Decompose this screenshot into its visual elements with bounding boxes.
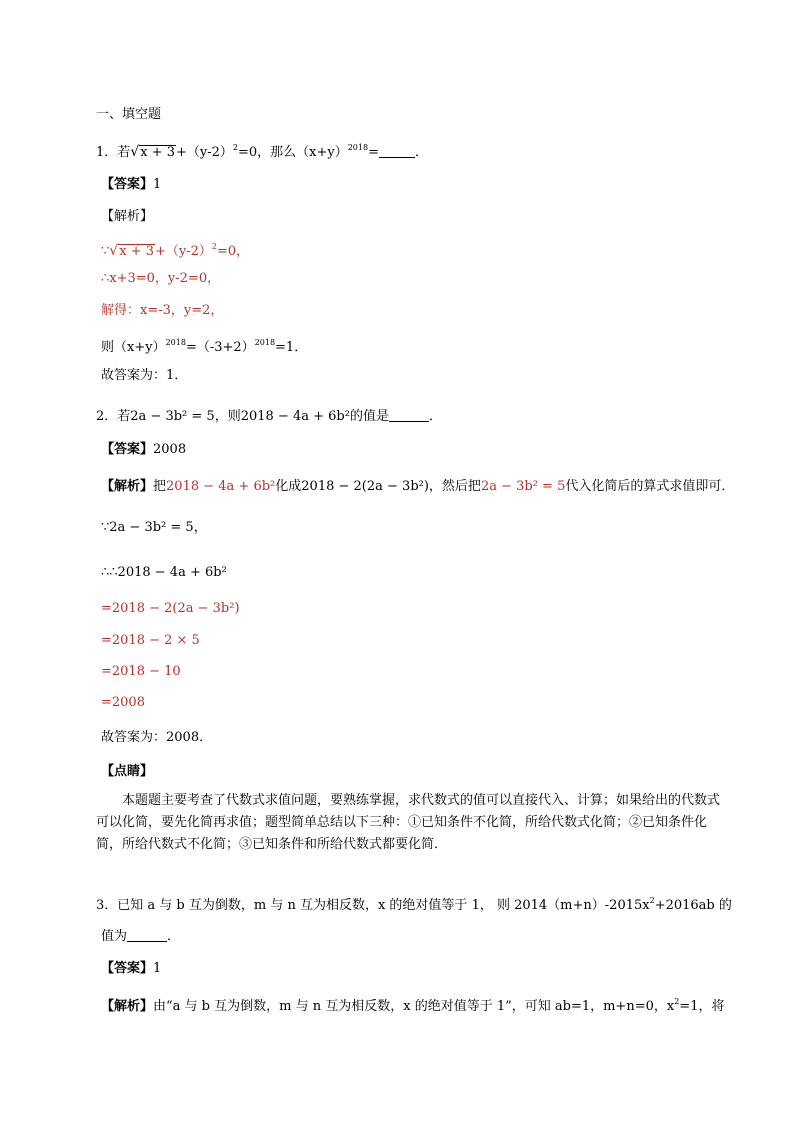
q1-step1-radicand: x + 3 [119,244,154,259]
q2-step2 [101,564,227,582]
q2-answer-blank [389,409,429,422]
q2-s2-expr: ∴2018 − 4a + 6b² [109,565,227,580]
q2-comment-tag: 【点睛】 [101,764,154,779]
q3-analysis-tag: 【解析】 [101,999,154,1014]
q2-analysis-e2: 2018 − 2(2a − 3b²) [301,479,429,494]
q1-period: ． [414,145,428,160]
q1-step4-a: 则（x+y） [101,340,166,355]
q2-step1 [101,519,207,537]
q2-answer: 2008 [153,442,187,457]
q2-analysis-tag: 【解析】 [101,479,154,494]
q1-sup2: 2018 [347,143,369,152]
q3-answer: 1 [153,961,162,976]
section-title: 一、填空题 [96,107,162,122]
q2-step5: =2018 − 10 [101,664,181,679]
q2-comment-paragraph: 本题题主要考查了代数式求值问题，要熟练掌握，求代数式的值可以直接代入、计算；如果给出的代数式可以化简，要先化简再求值；题型简单总结以下三种：①已知条件不化简，所给代数式化简；②已知条件化简，所给代数式不化简；③已知条件和所给代数式都要化简． [96,793,721,852]
q2-period: ． [428,409,442,424]
q2-mid: ，则 [214,409,241,424]
q1-step1-end: =0， [216,244,250,259]
q2-expr2: 2018 − 4a + 6b² [240,409,350,424]
q2-analysis-e3: 2a − 3b² = 5 [480,479,566,494]
q2-conclusion: 故答案为：2008． [101,730,213,745]
q3-analysis-end: =1，将 [679,999,725,1014]
q3-analysis-sup: 2 [674,997,680,1006]
q3-sup1: 2 [649,896,655,905]
q3-text-c: 值为 [101,929,128,944]
q1-analysis-tag: 【解析】 [101,209,154,224]
q1-after-radical: +（y-2） [175,145,233,160]
q1-step1-pre: ∵ [101,244,110,259]
q2-step6: =2008 [101,695,145,710]
q2-prefix: 2．若 [96,409,131,424]
q2-answer-line [101,441,186,459]
q3-period: ． [167,929,181,944]
question-2 [96,408,442,426]
q2-analysis-a: 把 [153,479,167,494]
q1-step3: 解得：x=-3，y=2， [101,303,224,318]
q3-answer-blank [127,929,167,942]
q2-s1-end: ， [193,520,207,535]
q1-end: = [368,145,379,160]
q2-step3: =2018 − 2(2a − 3b²) [101,601,240,616]
q2-analysis-b: 化成 [275,479,302,494]
q2-analysis-e1: 2018 − 4a + 6b² [166,479,276,494]
q1-prefix: 1．若 [96,145,131,160]
q1-conclusion: 故答案为：1． [101,368,188,383]
q3-answer-tag: 【答案】 [101,961,154,976]
q1-step2: ∴x+3=0，y-2=0， [101,271,221,286]
q1-answer-line [101,176,161,194]
radical-sign-icon: √ [109,243,119,259]
q1-answer: 1 [153,177,162,192]
q1-answer-tag: 【答案】 [101,177,154,192]
q2-end: 的值是 [349,409,389,424]
q3-text-a: 3．已知 a 与 b 互为倒数，m 与 n 互为相反数，x 的绝对值等于 1， 则 2014（m+n）-2015x [96,898,650,913]
q1-step4-c: =1． [275,340,308,355]
q3-analysis: 由“a 与 b 互为倒数，m 与 n 互为相反数，x 的绝对值等于 1”，可知 ab=1，m+n=0，x [153,999,675,1014]
q2-s1-pre: ∵ [101,520,110,535]
q1-step4 [101,334,307,357]
q3-analysis-line [101,993,724,1016]
q2-analysis-c: ，然后把 [428,479,481,494]
q1-step4-b: =（-3+2） [185,340,255,355]
q2-step4: =2018 − 2 × 5 [101,633,200,648]
q1-step4-sup1: 2018 [165,338,186,347]
q2-expr1: 2a − 3b² = 5 [130,409,215,424]
q3-answer-line [101,960,161,978]
q2-analysis-d: 代入化简后的算式求值即可． [565,479,735,494]
q2-analysis-line [101,478,734,496]
q1-mid: =0，那么（x+y） [237,145,348,160]
q1-radicand: x + 3 [140,145,175,160]
question-1 [96,139,428,162]
q1-answer-blank [379,145,415,158]
q2-answer-tag: 【答案】 [101,442,154,457]
question-3-line2 [101,928,180,946]
q3-text-b: +2016ab 的 [654,898,732,913]
q1-step1-rest: +（y-2） [154,244,212,259]
question-3-line1 [96,892,732,915]
q1-step4-sup2: 2018 [254,338,276,347]
q1-step1-sup: 2 [211,242,217,251]
q2-s1-expr: 2a − 3b² = 5 [109,520,194,535]
radical-sign-icon: √ [130,144,140,160]
q1-sup1: 2 [232,143,238,152]
q2-s2-pre: ∴ [101,565,110,580]
q1-step1 [101,238,249,261]
